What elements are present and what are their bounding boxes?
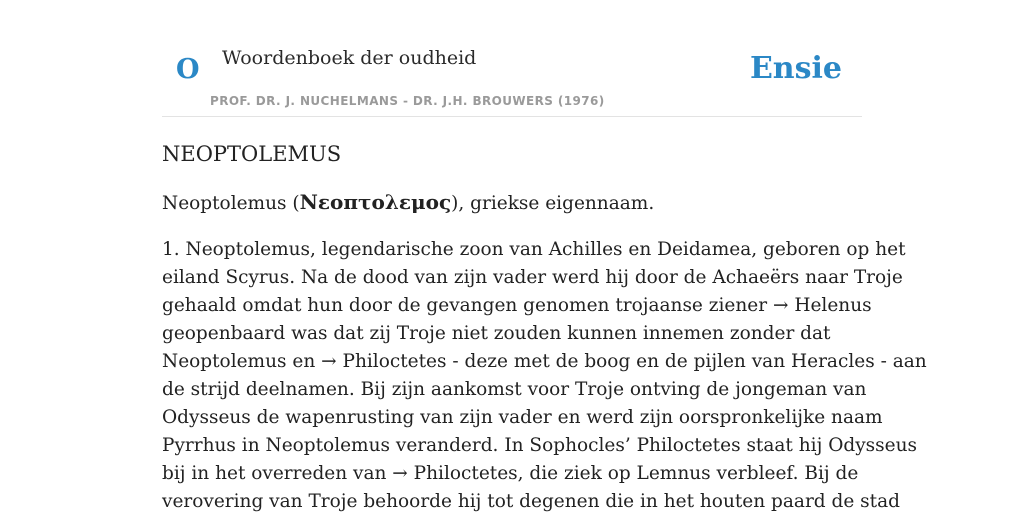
entry-content (162, 138, 927, 512)
entry-paragraph (162, 236, 927, 512)
paragraph-line: de strijd deelnamen. Bij zijn aankomst voor Troje ontving de jongeman van (162, 379, 867, 400)
book-authors: PROF. DR. J. NUCHELMANS - DR. J.H. BROUWERS (1976) (210, 94, 605, 108)
intro-prefix: Neoptolemus ( (162, 193, 300, 214)
ensie-logo[interactable]: Ensie (749, 51, 842, 86)
entry-intro (162, 188, 862, 218)
paragraph-line: Odysseus de wapenrusting van zijn vader en werd zijn oorspronkelijke naam (162, 407, 883, 428)
book-header (162, 0, 862, 117)
paragraph-line-helenus-link[interactable]: gehaald omdat hun door de gevangen genomen trojaanse ziener → Helenus (162, 295, 872, 316)
paragraph-line: eiland Scyrus. Na de dood van zijn vader werd hij door de Achaeërs naar Troje (162, 267, 903, 288)
paragraph-line-philoctetes-link[interactable]: Neoptolemus en → Philoctetes - deze met de boog en de pijlen van Heracles - aan (162, 351, 927, 372)
entry-title: NEOPTOLEMUS (162, 142, 342, 166)
paragraph-line-philoctetes-link[interactable]: bij in het overreden van → Philoctetes, die ziek op Lemnus verbleef. Bij de (162, 463, 859, 484)
intro-suffix: ), griekse eigennaam. (451, 193, 655, 214)
book-title-link[interactable]: Woordenboek der oudheid (222, 47, 477, 69)
book-letter: O (176, 54, 200, 85)
paragraph-line: 1. Neoptolemus, legendarische zoon van Achilles en Deidamea, geboren op het (162, 239, 906, 260)
paragraph-line: Pyrrhus in Neoptolemus veranderd. In Sophocles’ Philoctetes staat hij Odysseus (162, 435, 917, 456)
paragraph-line: geopenbaard was dat zij Troje niet zouden kunnen innemen zonder dat (162, 323, 831, 344)
paragraph-line: verovering van Troje behoorde hij tot degenen die in het houten paard de stad (162, 491, 900, 512)
greek-name: Νεοπτολεμος (299, 190, 452, 214)
